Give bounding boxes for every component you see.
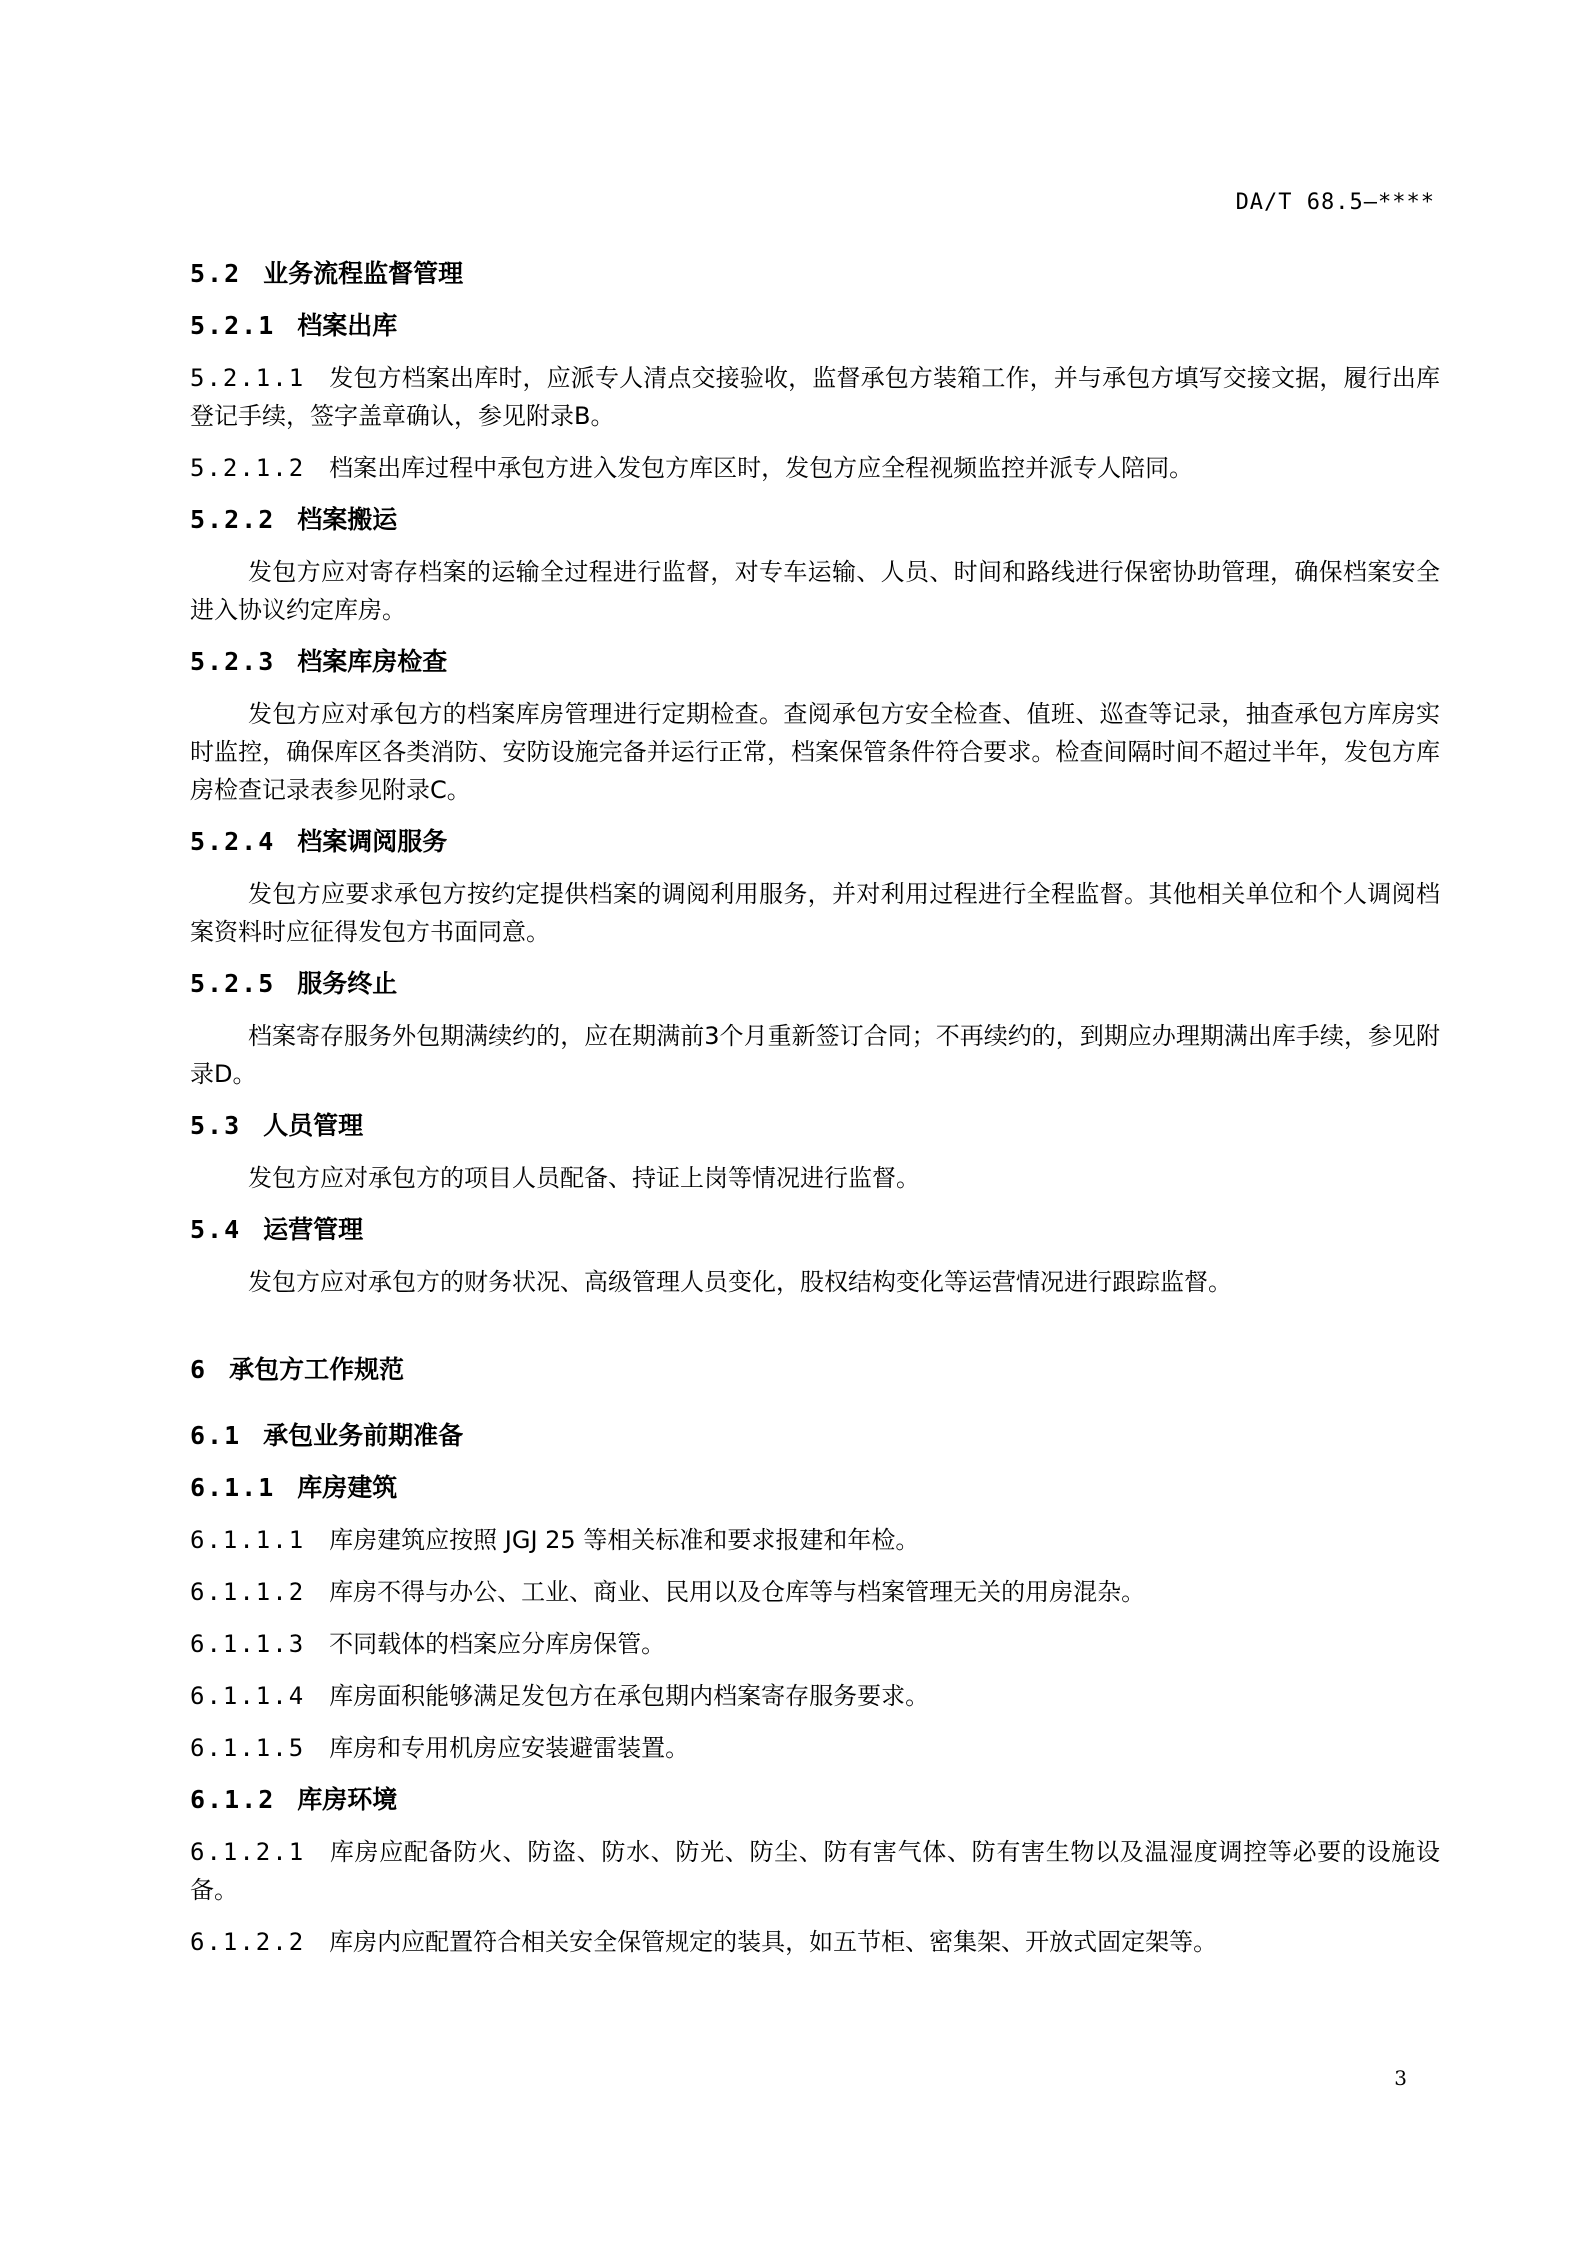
section-heading <box>190 965 1440 1003</box>
section-heading <box>190 501 1440 539</box>
section-heading <box>190 1781 1440 1819</box>
section-title: 档案调阅服务 <box>297 827 448 856</box>
section-title: 库房建筑 <box>297 1473 398 1502</box>
paragraph <box>190 359 1440 435</box>
paragraph <box>190 553 1440 629</box>
paragraph <box>190 1017 1440 1093</box>
section-number: 5.2.4 <box>190 827 276 856</box>
section-title: 档案搬运 <box>297 505 398 534</box>
section-number: 6.1.2 <box>190 1785 276 1814</box>
paragraph-text: 不同载体的档案应分库房保管。 <box>329 1630 666 1658</box>
section-number: 6.1.1 <box>190 1473 276 1502</box>
section-heading <box>190 823 1440 861</box>
section-number: 5.2 <box>190 259 242 288</box>
chapter-heading <box>190 1351 1440 1389</box>
section-number: 5.2.5 <box>190 969 276 998</box>
section-number: 5.3 <box>190 1111 242 1140</box>
section-number: 5.4 <box>190 1215 242 1244</box>
paragraph-text: 发包方应要求承包方按约定提供档案的调阅利用服务，并对利用过程进行全程监督。其他相关单位和个人调阅档案资料时应征得发包方书面同意。 <box>190 880 1440 946</box>
clause-number: 6.1.1.5 <box>190 1734 306 1762</box>
paragraph-text: 库房面积能够满足发包方在承包期内档案寄存服务要求。 <box>329 1682 930 1710</box>
paragraph <box>190 1521 1440 1559</box>
section-title: 承包业务前期准备 <box>263 1421 464 1450</box>
paragraph <box>190 1677 1440 1715</box>
section-title: 承包方工作规范 <box>229 1355 405 1384</box>
paragraph <box>190 1729 1440 1767</box>
paragraph-text: 发包方应对寄存档案的运输全过程进行监督，对专车运输、人员、时间和路线进行保密协助管理，确保档案安全进入协议约定库房。 <box>190 558 1440 624</box>
paragraph <box>190 1159 1440 1197</box>
paragraph-text: 档案出库过程中承包方进入发包方库区时，发包方应全程视频监控并派专人陪同。 <box>329 454 1194 482</box>
paragraph-text: 发包方应对承包方的财务状况、高级管理人员变化，股权结构变化等运营情况进行跟踪监督。 <box>248 1268 1232 1296</box>
paragraph-text: 库房不得与办公、工业、商业、民用以及仓库等与档案管理无关的用房混杂。 <box>329 1578 1146 1606</box>
section-heading <box>190 1469 1440 1507</box>
section-title: 服务终止 <box>297 969 398 998</box>
page-number: 3 <box>1394 2066 1407 2090</box>
section-heading <box>190 643 1440 681</box>
paragraph-text: 发包方应对承包方的档案库房管理进行定期检查。查阅承包方安全检查、值班、巡查等记录，抽查承包方库房实时监控，确保库区各类消防、安防设施完备并运行正常，档案保管条件符合要求。检查间隔时间不超过半年，发包方库房检查记录表参见附录C。 <box>190 700 1440 804</box>
section-number: 5.2.1 <box>190 311 276 340</box>
section-number: 5.2.3 <box>190 647 276 676</box>
clause-number: 6.1.1.1 <box>190 1526 306 1554</box>
section-title: 业务流程监督管理 <box>263 259 464 288</box>
section-heading <box>190 1107 1440 1145</box>
clause-number: 6.1.1.2 <box>190 1578 306 1606</box>
paragraph-text: 档案寄存服务外包期满续约的，应在期满前3个月重新签订合同；不再续约的，到期应办理期满出库手续，参见附录D。 <box>190 1022 1440 1088</box>
clause-number: 6.1.2.2 <box>190 1928 306 1956</box>
section-title: 档案出库 <box>297 311 398 340</box>
paragraph-text: 库房应配备防火、防盗、防水、防光、防尘、防有害气体、防有害生物以及温湿度调控等必要的设施设备。 <box>190 1838 1440 1904</box>
clause-number: 6.1.2.1 <box>190 1838 306 1866</box>
standard-code: DA/T 68.5—**** <box>1235 190 1435 215</box>
section-title: 档案库房检查 <box>297 647 448 676</box>
paragraph <box>190 1833 1440 1909</box>
paragraph <box>190 1625 1440 1663</box>
section-heading <box>190 1211 1440 1249</box>
clause-number: 6.1.1.3 <box>190 1630 306 1658</box>
paragraph-text: 库房和专用机房应安装避雷装置。 <box>329 1734 690 1762</box>
paragraph <box>190 1263 1440 1301</box>
section-heading <box>190 1417 1440 1455</box>
section-number: 5.2.2 <box>190 505 276 534</box>
paragraph <box>190 875 1440 951</box>
section-title: 库房环境 <box>297 1785 398 1814</box>
clause-number: 6.1.1.4 <box>190 1682 306 1710</box>
section-title: 人员管理 <box>263 1111 364 1140</box>
paragraph-text: 库房内应配置符合相关安全保管规定的装具，如五节柜、密集架、开放式固定架等。 <box>329 1928 1218 1956</box>
section-heading <box>190 255 1440 293</box>
paragraph <box>190 1923 1440 1961</box>
paragraph <box>190 1573 1440 1611</box>
section-number: 6 <box>190 1355 208 1384</box>
paragraph-text: 发包方应对承包方的项目人员配备、持证上岗等情况进行监督。 <box>248 1164 920 1192</box>
clause-number: 5.2.1.1 <box>190 364 306 392</box>
section-heading <box>190 307 1440 345</box>
document-body <box>190 255 1440 1975</box>
clause-number: 5.2.1.2 <box>190 454 306 482</box>
paragraph <box>190 449 1440 487</box>
section-number: 6.1 <box>190 1421 242 1450</box>
paragraph <box>190 695 1440 809</box>
paragraph-text: 发包方档案出库时，应派专人清点交接验收，监督承包方装箱工作，并与承包方填写交接文据，履行出库登记手续，签字盖章确认，参见附录B。 <box>190 364 1440 430</box>
section-title: 运营管理 <box>263 1215 364 1244</box>
paragraph-text: 库房建筑应按照 JGJ 25 等相关标准和要求报建和年检。 <box>329 1526 920 1554</box>
